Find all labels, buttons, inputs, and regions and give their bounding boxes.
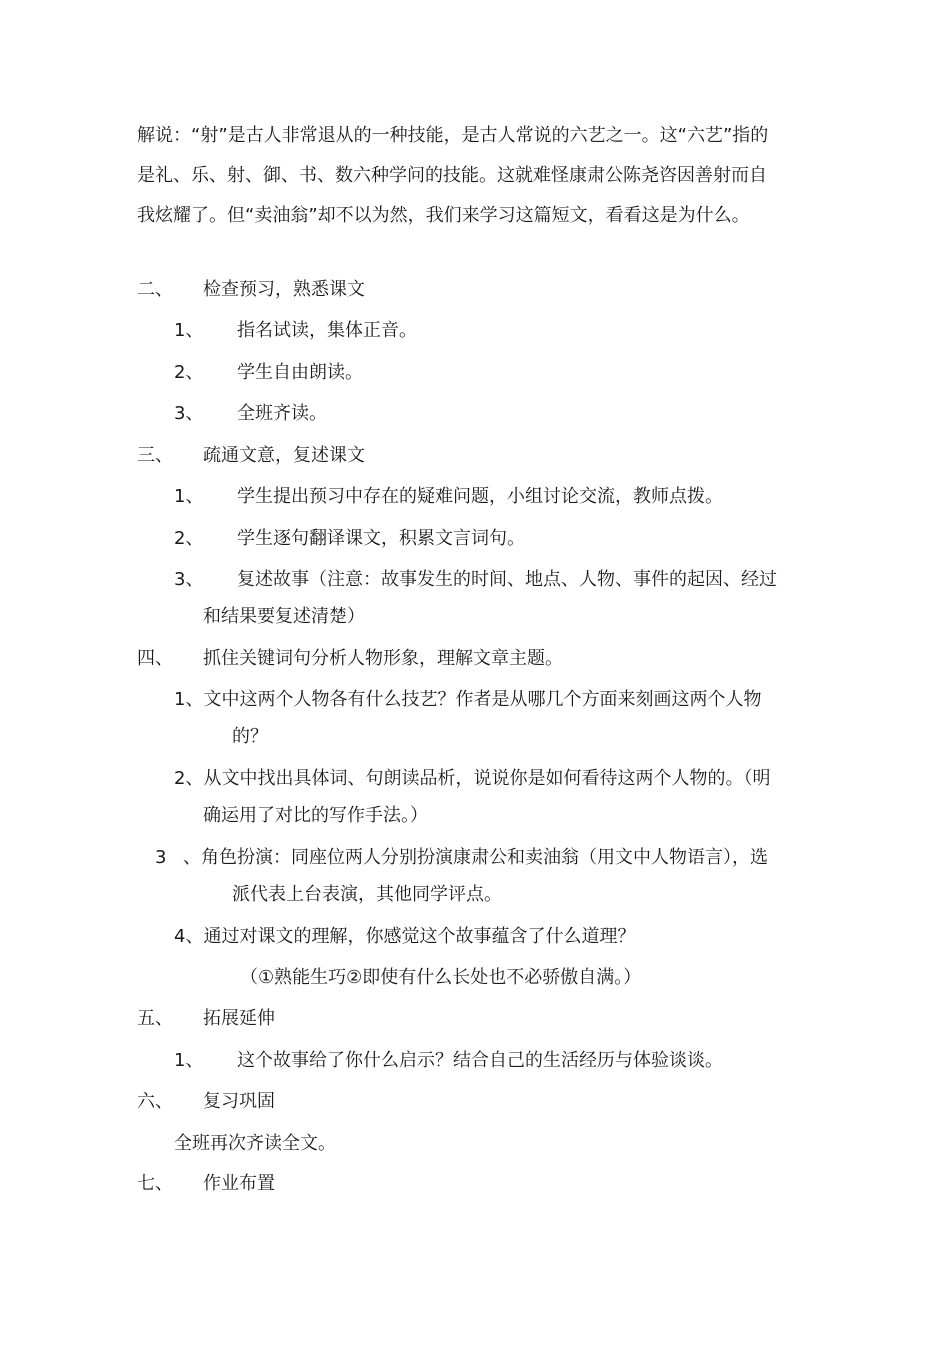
section-5-item-1-number: 1、 <box>174 1050 204 1071</box>
section-2-title: 检查预习，熟悉课文 <box>203 279 365 300</box>
section-2-item-3-text: 全班齐读。 <box>237 403 327 424</box>
section-3-title: 疏通文意，复述课文 <box>203 445 365 466</box>
section-4-item-3-number: 3 <box>155 847 167 868</box>
section-6-body: 全班再次齐读全文。 <box>174 1133 336 1154</box>
section-2-item-2-text: 学生自由朗读。 <box>237 362 363 383</box>
section-4-item-1-continuation: 的？ <box>232 726 268 747</box>
section-4-item-4-text: 4、通过对课文的理解，你感觉这个故事蕴含了什么道理？ <box>174 926 636 947</box>
section-5-item-1-text: 这个故事给了你什么启示？结合自己的生活经历与体验谈谈。 <box>237 1050 723 1071</box>
section-4-item-4-answer: （①熟能生巧②即使有什么长处也不必骄傲自满。） <box>240 967 642 988</box>
intro-paragraph: 解说：“射”是古人非常退从的一种技能，是古人常说的六艺之一。这“六艺”指的是礼、乐、射、御、书、数六种学问的技能。这就难怪康肃公陈尧咨因善射而自我炫耀了。但“卖油翁”却不以为然，我们来学习这篇短文，看看这是为什么。 <box>137 125 769 226</box>
section-3-item-2-number: 2、 <box>174 528 204 549</box>
section-6-title: 复习巩固 <box>203 1091 275 1112</box>
section-4-item-1-text: 1、文中这两个人物各有什么技艺？作者是从哪几个方面来刻画这两个人物 <box>174 689 762 710</box>
section-3-item-1-number: 1、 <box>174 486 204 507</box>
section-7-number: 七、 <box>137 1173 173 1194</box>
section-7-title: 作业布置 <box>203 1173 275 1194</box>
section-3-item-3-text: 复述故事（注意：故事发生的时间、地点、人物、事件的起因、经过 <box>237 569 777 590</box>
section-4-title: 抓住关键词句分析人物形象，理解文章主题。 <box>203 648 563 669</box>
section-4-item-2-text: 2、从文中找出具体词、句朗读品析，说说你是如何看待这两个人物的。（明 <box>174 768 771 789</box>
section-4-item-3-text: 、角色扮演：同座位两人分别扮演康肃公和卖油翁（用文中人物语言），选 <box>183 847 768 868</box>
section-2-item-1-text: 指名试读，集体正音。 <box>237 320 417 341</box>
section-3-item-3-continuation: 和结果要复述清楚） <box>203 606 365 627</box>
section-2-item-2-number: 2、 <box>174 362 204 383</box>
section-5-title: 拓展延伸 <box>203 1008 275 1029</box>
section-3-item-2-text: 学生逐句翻译课文，积累文言词句。 <box>237 528 525 549</box>
section-3-item-3-number: 3、 <box>174 569 204 590</box>
section-3-number: 三、 <box>137 445 173 466</box>
section-4-item-2-continuation: 确运用了对比的写作手法。） <box>203 805 428 826</box>
section-4-item-3-continuation: 派代表上台表演，其他同学评点。 <box>232 884 502 905</box>
section-5-number: 五、 <box>137 1008 173 1029</box>
section-2-item-1-number: 1、 <box>174 320 204 341</box>
section-6-number: 六、 <box>137 1091 173 1112</box>
section-3-item-1-text: 学生提出预习中存在的疑难问题，小组讨论交流，教师点拨。 <box>237 486 723 507</box>
section-4-number: 四、 <box>137 648 173 669</box>
section-2-item-3-number: 3、 <box>174 403 204 424</box>
section-2-number: 二、 <box>137 279 173 300</box>
